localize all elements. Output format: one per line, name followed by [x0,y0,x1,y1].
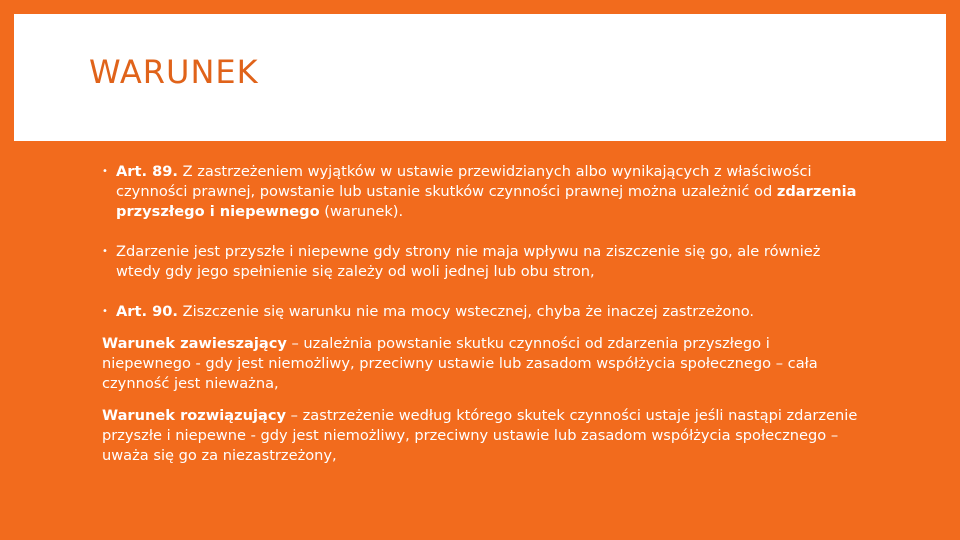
bullet-text: Zdarzenie jest przyszłe i niepewne gdy strony nie maja wpływu na ziszczenie się go, ale również wtedy gdy jego spełnienie się zależy od woli jednej lub obu stron, [116,243,821,280]
bullet-icon: • [102,306,108,317]
bold-lead: Art. 90. [116,303,178,320]
bullet-text: Z zastrzeżeniem wyjątków w ustawie przewidzianych albo wynikających z właściwości czynności prawnej, powstanie lub ustanie skutków czynności prawnej można uzależnić od [116,163,812,200]
bullet-art-90 [102,302,862,322]
bullet-icon: • [102,166,108,177]
bullet-art-89 [102,162,862,222]
paragraph-text: – zastrzeżenie według którego skutek czynności ustaje jeśli nastąpi zdarzenie przyszłe i niepewne - gdy jest niemożliwy, przeciwny ustawie lub zasadom współżycia społecznego – uważa się go za niezastrzeżony, [102,407,858,464]
bold-phrase: zdarzenia przyszłego i niepewnego [116,183,857,220]
bold-lead: Art. 89. [116,163,178,180]
bullet-icon: • [102,246,108,257]
bold-lead: Warunek zawieszający [102,335,287,352]
bullet-zdarzenie [102,242,862,282]
slide-content [102,162,862,478]
bullet-text: Ziszczenie się warunku nie ma mocy wstecznej, chyba że inaczej zastrzeżono. [177,303,755,320]
bold-lead: Warunek rozwiązujący [102,407,287,424]
slide-title: WARUNEK [89,53,259,91]
paragraph-warunek-rozwiazujacy [102,406,862,466]
paragraph-warunek-zawieszajacy [102,334,862,394]
paragraph-text: – uzależnia powstanie skutku czynności od zdarzenia przyszłego i niepewnego - gdy jest niemożliwy, przeciwny ustawie lub zasadom współżycia społecznego – cała czynność jest nieważna, [102,335,818,392]
bullet-text: (warunek). [319,203,404,220]
